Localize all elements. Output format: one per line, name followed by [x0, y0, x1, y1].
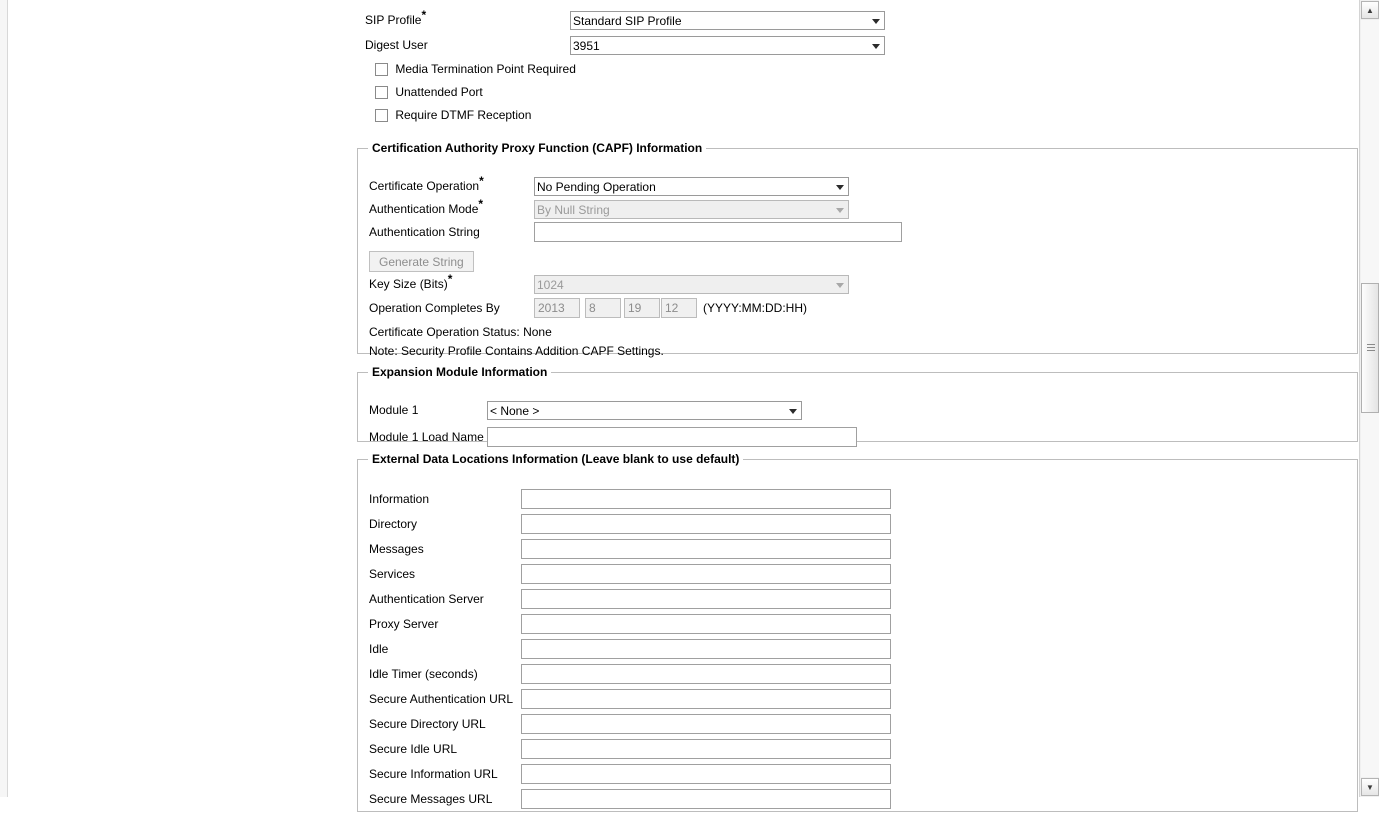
external-data-locations-legend: External Data Locations Information (Leave blank to use default) [372, 452, 740, 466]
top-fields-region [365, 8, 1355, 131]
media-termination-point-required-label: Media Termination Point Required [395, 62, 576, 76]
authentication-mode-label: Authentication Mode* [369, 197, 484, 216]
authentication-mode-select[interactable] [534, 200, 849, 219]
certificate-operation-select[interactable] [534, 177, 849, 196]
certificate-operation-status: Certificate Operation Status: None [369, 325, 552, 339]
external-data-label: Authentication Server [369, 592, 484, 606]
authentication-mode-value: By Null String [537, 202, 610, 217]
external-data-label: Services [369, 567, 416, 581]
chevron-down-icon [872, 19, 880, 24]
operation-completes-by-year-input[interactable] [534, 298, 580, 318]
external-data-label: Secure Idle URL [369, 742, 458, 756]
sip-profile-select[interactable] [570, 11, 885, 30]
external-data-input[interactable] [521, 714, 891, 734]
left-blank-pane [9, 0, 357, 797]
sip-profile-label: SIP Profile* [365, 8, 427, 27]
sip-profile-value: Standard SIP Profile [573, 13, 682, 28]
media-termination-point-required-checkbox[interactable] [375, 63, 388, 76]
external-data-input[interactable] [521, 489, 891, 509]
external-data-label: Proxy Server [369, 617, 439, 631]
expansion-module-fieldset [357, 365, 1358, 442]
scrollbar-grip-icon [1367, 344, 1375, 351]
external-data-input[interactable] [521, 739, 891, 759]
digest-user-value: 3951 [573, 38, 600, 53]
chevron-down-icon [836, 208, 844, 213]
external-data-label: Directory [369, 517, 418, 531]
external-data-input[interactable] [521, 764, 891, 784]
operation-completes-by-hour-input[interactable] [661, 298, 697, 318]
authentication-string-input[interactable] [534, 222, 902, 242]
external-data-input[interactable] [521, 514, 891, 534]
external-data-label: Secure Information URL [369, 767, 498, 781]
external-data-input[interactable] [521, 689, 891, 709]
left-gutter [0, 0, 8, 797]
external-data-label: Messages [369, 542, 424, 556]
generate-string-button[interactable]: Generate String [369, 251, 474, 272]
external-data-locations-fieldset [357, 452, 1358, 812]
certificate-operation-label: Certificate Operation* [369, 174, 484, 193]
capf-fieldset [357, 141, 1358, 358]
chevron-down-icon [836, 185, 844, 190]
vertical-scrollbar[interactable] [1359, 0, 1379, 797]
require-dtmf-reception-label: Require DTMF Reception [395, 108, 532, 122]
external-data-input[interactable] [521, 564, 891, 584]
scrollbar-thumb[interactable] [1361, 283, 1379, 413]
key-size-label: Key Size (Bits)* [369, 272, 453, 291]
external-data-label: Idle Timer (seconds) [369, 667, 478, 681]
external-data-input[interactable] [521, 539, 891, 559]
scroll-down-button[interactable]: ▼ [1361, 778, 1379, 796]
external-data-input[interactable] [521, 614, 891, 634]
chevron-down-icon [836, 283, 844, 288]
digest-user-label: Digest User [365, 38, 428, 52]
unattended-port-row[interactable] [375, 85, 483, 99]
expansion-module-legend: Expansion Module Information [372, 365, 548, 379]
require-dtmf-reception-checkbox[interactable] [375, 109, 388, 122]
external-data-input[interactable] [521, 789, 891, 809]
external-data-input[interactable] [521, 589, 891, 609]
require-dtmf-reception-row[interactable] [375, 108, 531, 122]
operation-completes-by-format-hint: (YYYY:MM:DD:HH) [703, 301, 808, 315]
chevron-down-icon [872, 44, 880, 49]
certificate-operation-value: No Pending Operation [537, 179, 656, 194]
key-size-select[interactable] [534, 275, 849, 294]
unattended-port-checkbox[interactable] [375, 86, 388, 99]
operation-completes-by-label: Operation Completes By [369, 301, 500, 315]
module-1-load-name-label: Module 1 Load Name [369, 430, 484, 444]
module-1-value: < None > [490, 403, 540, 418]
external-data-label: Secure Messages URL [369, 792, 493, 806]
media-termination-point-required-row[interactable] [375, 62, 576, 76]
device-configuration-form [357, 0, 1359, 806]
external-data-label: Secure Authentication URL [369, 692, 514, 706]
key-size-value: 1024 [537, 277, 564, 292]
operation-completes-by-month-input[interactable] [585, 298, 621, 318]
module-1-select[interactable] [487, 401, 802, 420]
authentication-string-label: Authentication String [369, 225, 480, 239]
external-data-input[interactable] [521, 664, 891, 684]
external-data-label: Information [369, 492, 430, 506]
capf-legend: Certification Authority Proxy Function (CAPF) Information [372, 141, 703, 155]
scroll-up-button[interactable]: ▲ [1361, 1, 1379, 19]
unattended-port-label: Unattended Port [395, 85, 483, 99]
external-data-label: Secure Directory URL [369, 717, 486, 731]
external-data-input[interactable] [521, 639, 891, 659]
operation-completes-by-day-input[interactable] [624, 298, 660, 318]
chevron-down-icon [789, 409, 797, 414]
capf-note: Note: Security Profile Contains Addition CAPF Settings. [369, 344, 664, 358]
module-1-label: Module 1 [369, 403, 419, 417]
module-1-load-name-input[interactable] [487, 427, 857, 447]
digest-user-select[interactable] [570, 36, 885, 55]
external-data-label: Idle [369, 642, 389, 656]
